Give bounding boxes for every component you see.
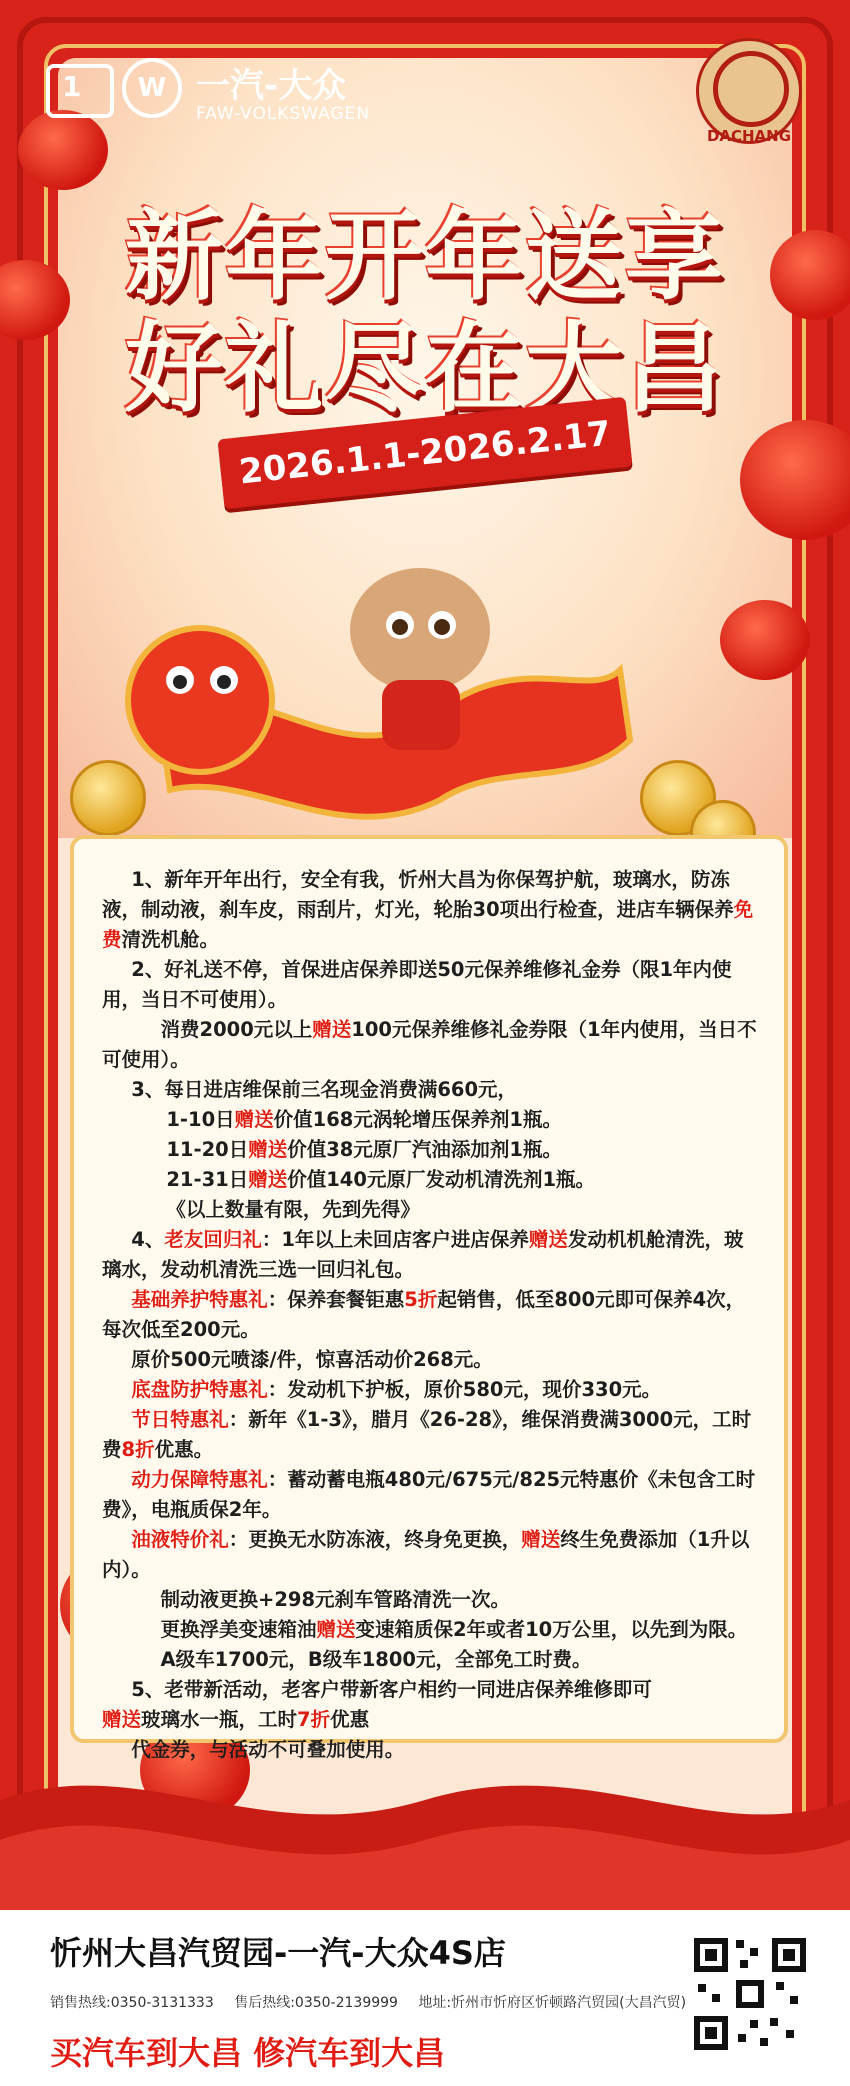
promo-festival-offer: 节日特惠礼：新年《1-3》，腊月《26-28》，维保消费满3000元，工时费8折优惠。 [102, 1408, 752, 1461]
promo-item-2b: 消费2000元以上赠送100元保养维修礼金券限（1年内使用，当日不可使用）。 [102, 1018, 757, 1071]
slogan: 买汽车到大昌 修汽车到大昌 [50, 2034, 446, 2072]
sales-hotline: 销售热线:0350-3131333 [50, 1995, 214, 2011]
promo-item-1: 1、新年开年出行，安全有我，忻州大昌为你保驾护航，玻璃水，防冻液，制动液，刹车皮，雨刮片，灯光，轮胎30项出行检查，进店车辆保养免费清洗机舱。 [102, 868, 754, 951]
promo-item-3-note: 《以上数量有限，先到先得》 [166, 1198, 420, 1221]
promo-text [102, 865, 762, 1765]
promo-item-5: 5、老带新活动，老客户带新客户相约一同进店保养维修即可 [131, 1678, 652, 1701]
promo-paint-offer: 原价500元喷漆/件，惊喜活动价268元。 [131, 1348, 493, 1371]
promo-item-3: 3、每日进店维保前三名现金消费满660元， [131, 1078, 518, 1101]
qr-code-icon [690, 1934, 810, 2054]
promo-chassis-offer: 底盘防护特惠礼：发动机下护板，原价580元，现价330元。 [131, 1378, 662, 1401]
brand-name-en: FAW-VOLKSWAGEN [196, 104, 371, 124]
promo-item-3c: 21-31日赠送价值140元原厂发动机清洗剂1瓶。 [166, 1168, 596, 1191]
promo-item-3a: 1-10日赠送价值168元涡轮增压保养剂1瓶。 [166, 1108, 562, 1131]
promo-item-4: 4、老友回归礼：1年以上未回店客户进店保养赠送发动机机舱清洗，玻璃水，发动机清洗三选一回归礼包。 [102, 1228, 744, 1281]
promo-battery-offer: 动力保障特惠礼：蓄动蓄电瓶480元/675元/825元特惠价《未包含工时费》，电瓶质保2年。 [102, 1468, 756, 1521]
promo-item-3b: 11-20日赠送价值38元原厂汽油添加剂1瓶。 [166, 1138, 562, 1161]
date-range: 2026.1.1-2026.2.17 [237, 413, 613, 493]
store-name: 忻州大昌汽贸园-一汽-大众4S店 [50, 1934, 506, 1972]
promo-class-prices: A级车1700元，B级车1800元，全部免工时费。 [160, 1648, 592, 1671]
promo-maintenance-offer: 基础养护特惠礼：保养套餐钜惠5折起销售，低至800元即可保养4次，每次低至200元。 [102, 1288, 746, 1341]
service-hotline: 售后热线:0350-2139999 [234, 1995, 398, 2011]
headline-line-1: 新年开年送享 [124, 200, 725, 314]
vw-logo: W [122, 58, 182, 118]
promo-content-card [70, 835, 788, 1761]
faw-logo: 1 [46, 64, 114, 118]
promo-voucher-note: 代金券，与活动不可叠加使用。 [131, 1738, 405, 1761]
promo-brake-fluid: 制动液更换+298元刹车管路清洗一次。 [160, 1588, 511, 1611]
headline-line-2: 好礼尽在大昌 [124, 312, 725, 426]
dachang-logo [696, 38, 802, 144]
dragon-mascot-illustration [120, 560, 640, 840]
bottom-wave-decoration [0, 1720, 850, 1910]
promo-item-2: 2、好礼送不停，首保进店保养即送50元保养维修礼金券（限1年内使用，当日不可使用）。 [102, 958, 732, 1011]
promo-fluid-offer: 油液特价礼：更换无水防冻液，终身免更换，赠送终生免费添加（1升以内）。 [102, 1528, 750, 1581]
dachang-emblem-icon [713, 51, 789, 127]
contact-info [50, 1992, 702, 2012]
promo-item-5b: 赠送玻璃水一瓶，工时7折优惠 [102, 1708, 370, 1731]
lantern-icon [720, 600, 810, 680]
footer [0, 1910, 850, 2086]
promo-transmission-oil: 更换浮美变速箱油赠送变速箱质保2年或者10万公里，以先到为限。 [160, 1618, 748, 1641]
dachang-label: DACHANG [706, 127, 792, 145]
brand-name-cn: 一汽-大众 [196, 66, 347, 106]
address: 地址:忻州市忻府区忻顿路汽贸园(大昌汽贸) [418, 1995, 687, 2011]
